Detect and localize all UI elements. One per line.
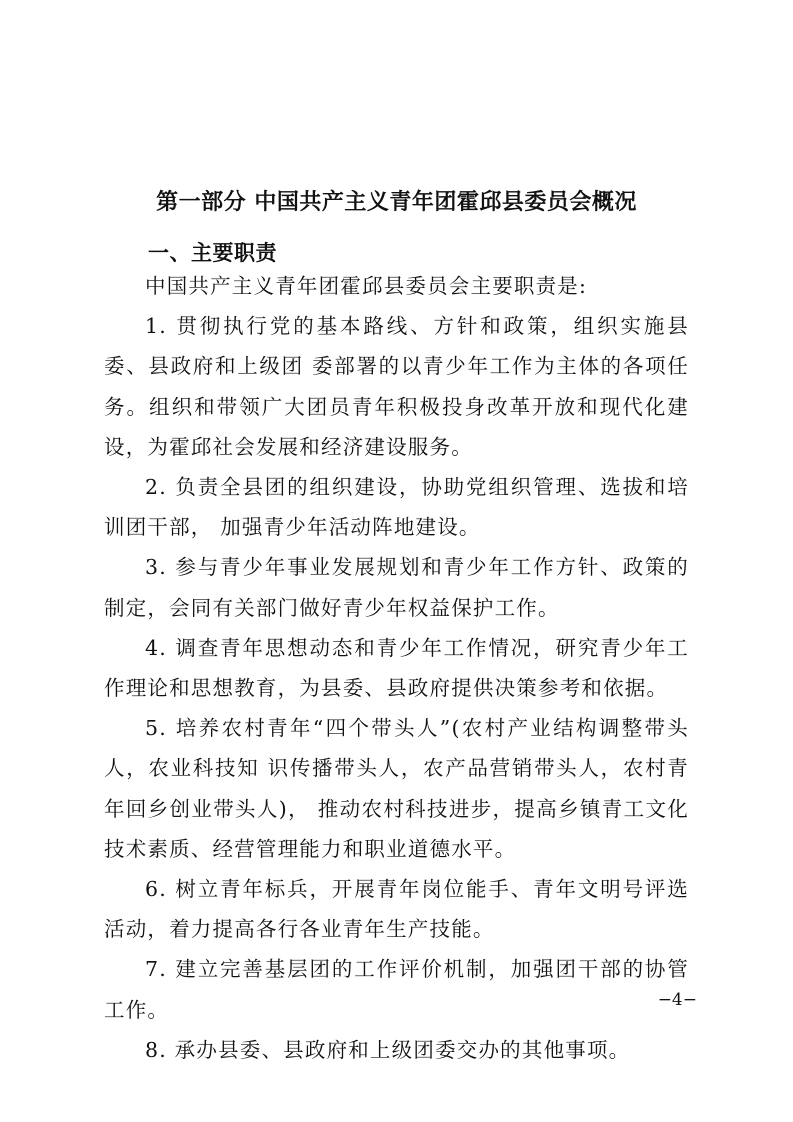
page-number: −4− — [657, 990, 697, 1010]
page-title: 第一部分 中国共产主义青年团霍邱县委员会概况 — [156, 190, 637, 215]
duty-item-1: 1. 贯彻执行党的基本路线、方针和政策，组织实施县委、县政府和上级团 委部署的以青少年工作为主体的各项任务。组织和带领广大团员青年积极投身改革开放和现代化建设，为霍邱社会发展和经济建设服务。 — [104, 314, 689, 459]
document-body — [104, 266, 689, 1070]
duty-item-2: 2. 负责全县团的组织建设，协助党组织管理、选拔和培训团干部， 加强青少年活动阵地建设。 — [104, 475, 689, 540]
intro-paragraph: 中国共产主义青年团霍邱县委员会主要职责是: — [145, 274, 588, 298]
duty-item-3: 3. 参与青少年事业发展规划和青少年工作方针、政策的制定，会同有关部门做好青少年权益保护工作。 — [104, 555, 689, 620]
duty-item-6: 6. 树立青年标兵，开展青年岗位能手、青年文明号评选活动，着力提高各行各业青年生产技能。 — [104, 877, 689, 942]
duty-item-4: 4. 调查青年思想动态和青少年工作情况，研究青少年工作理论和思想教育，为县委、县政府提供决策参考和依据。 — [104, 635, 689, 701]
duty-item-7: 7. 建立完善基层团的工作评价机制，加强团干部的协管工作。 — [104, 957, 689, 1022]
section-heading: 一、主要职责 — [148, 241, 277, 265]
duty-item-5: 5. 培养农村青年“四个带头人”(农村产业结构调整带头人，农业科技知 识传播带头人，农产品营销带头人，农村青年回乡创业带头人)， 推动农村科技进步，提高乡镇青工文化技术素质、经营管理能力和职业道德水平。 — [104, 716, 689, 861]
duty-item-8: 8. 承办县委、县政府和上级团委交办的其他事项。 — [145, 1037, 631, 1062]
